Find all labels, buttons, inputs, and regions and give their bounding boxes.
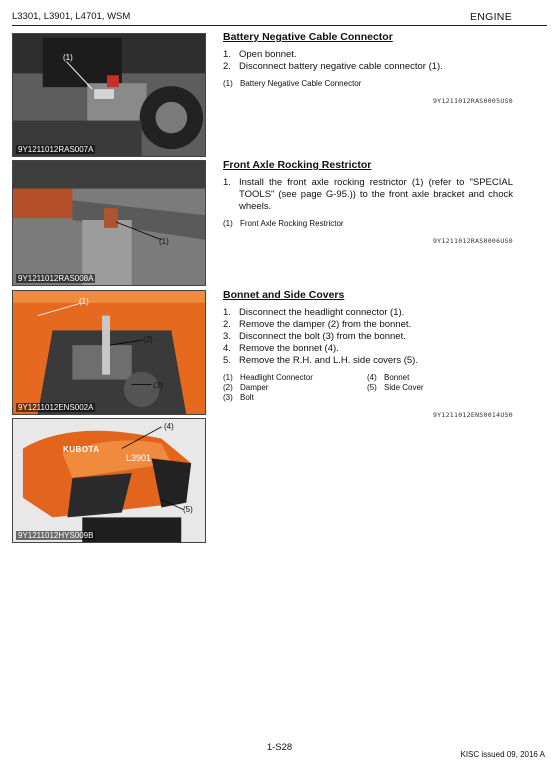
- reference-code: 9Y1211012RAS0006US0: [432, 237, 513, 245]
- photo-callout: (5): [183, 505, 193, 514]
- section-title: Battery Negative Cable Connector: [223, 31, 393, 43]
- reference-code: 9Y1211012RAS0005US0: [432, 97, 513, 105]
- photo-callout: (2): [143, 335, 153, 344]
- photo-bonnet-open: [12, 290, 206, 415]
- legend: (1) Battery Negative Cable Connector: [223, 79, 362, 88]
- issue-info: KISC issued 09, 2016 A: [460, 750, 545, 759]
- photo-caption: 9Y1211012RAS007A: [18, 145, 94, 154]
- page-number: 1-S28: [266, 742, 293, 753]
- section-bonnet-side-covers: [223, 289, 513, 419]
- step-item: 2. Disconnect battery negative cable connector (1).: [223, 61, 443, 72]
- photo-callout: (1): [63, 53, 73, 62]
- photo-callout: (4): [164, 422, 174, 431]
- photo-caption: 9Y1211012RAS008A: [18, 274, 94, 283]
- section-title: Front Axle Rocking Restrictor: [223, 159, 372, 171]
- photo-caption: 9Y1211012HYS009B: [18, 531, 94, 540]
- step-item: 1. Disconnect the headlight connector (1).: [223, 307, 405, 318]
- kubota-logo: KUBOTA: [63, 445, 100, 454]
- step-item: 2. Remove the damper (2) from the bonnet.: [223, 319, 412, 330]
- step-list: [223, 177, 513, 213]
- legend: (1) Front Axle Rocking Restrictor: [223, 219, 344, 228]
- photo-front-axle: [12, 160, 206, 286]
- photo-callout: (1): [159, 237, 169, 246]
- step-item: 1. Open bonnet.: [223, 49, 297, 60]
- section-title: Bonnet and Side Covers: [223, 289, 345, 301]
- header-models: L3301, L3901, L4701, WSM: [12, 11, 131, 22]
- step-item: 4. Remove the bonnet (4).: [223, 343, 339, 354]
- photo-tractor-hood: [12, 418, 206, 543]
- step-item: 5. Remove the R.H. and L.H. side covers (5).: [223, 355, 418, 366]
- step-list: [223, 49, 513, 73]
- section-front-axle: [223, 159, 513, 245]
- model-badge: L3901: [126, 453, 152, 463]
- step-item: 1. Install the front axle rocking restrictor (1) (refer to "SPECIAL TOOLS" (see page G-95.)) to the front axle bracket and chock wheels.: [223, 177, 513, 212]
- section-battery-cable: [223, 31, 513, 105]
- photo-battery-cable: [12, 33, 206, 157]
- header-rule: [12, 25, 547, 26]
- header-section: ENGINE: [469, 11, 512, 23]
- reference-code: 9Y1211012ENS0014US0: [432, 411, 513, 419]
- step-list: [223, 307, 513, 367]
- photo-callout: (3): [153, 381, 163, 390]
- step-item: 3. Disconnect the bolt (3) from the bonnet.: [223, 331, 406, 342]
- photo-caption: 9Y1211012ENS002A: [18, 403, 94, 412]
- photo-callout: (1): [79, 297, 89, 306]
- legend: (1) Headlight Connector (4) Bonnet (2) Damper (5) Side Cover (3) Bolt: [223, 373, 424, 402]
